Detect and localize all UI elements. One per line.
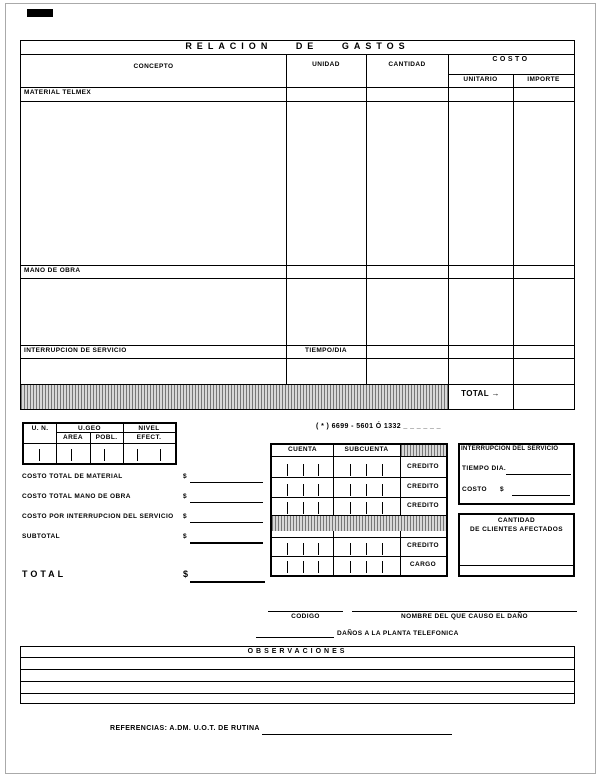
digit-tick <box>318 502 319 514</box>
write-in-line <box>256 637 334 638</box>
area-label: AREA <box>62 434 84 441</box>
digit-tick <box>303 464 304 476</box>
account-row-label: CREDITO <box>407 542 439 549</box>
account-row-label: CREDITO <box>407 483 439 490</box>
digit-tick <box>287 484 288 496</box>
grid-line <box>286 54 287 384</box>
nombre-causo-label: NOMBRE DEL QUE CAUSO EL DAÑO <box>401 613 528 620</box>
digit-tick <box>382 543 383 555</box>
clients-affected-box <box>458 513 575 577</box>
column-header-unitario: UNITARIO <box>463 76 498 83</box>
un-label: U. N. <box>31 425 49 432</box>
grid-line <box>21 278 574 279</box>
grid-line <box>272 497 446 498</box>
grand-total-label: TOTAL <box>22 569 67 579</box>
cost-row-label: COSTO TOTAL DE MATERIAL <box>22 473 123 480</box>
digit-tick <box>382 502 383 514</box>
cuenta-header: CUENTA <box>288 446 317 453</box>
grid-line <box>366 54 367 384</box>
digit-tick <box>350 484 351 496</box>
grid-line <box>21 681 574 682</box>
digit-tick <box>318 464 319 476</box>
currency-symbol: $ <box>500 486 505 493</box>
account-row-label: CREDITO <box>407 502 439 509</box>
grid-line <box>24 443 175 444</box>
interruption-box <box>458 443 575 505</box>
digit-tick <box>303 561 304 573</box>
table-total-label <box>448 390 513 399</box>
write-in-line <box>190 581 265 583</box>
grid-line <box>56 432 175 433</box>
write-in-line <box>512 495 570 496</box>
danos-planta-label: DAÑOS A LA PLANTA TELEFONICA <box>337 630 459 637</box>
digit-tick <box>39 449 40 461</box>
references-label: REFERENCIAS: A.DM. U.O.T. DE RUTINA <box>110 725 260 732</box>
grid-line <box>448 54 449 409</box>
total-arrow-icon: → <box>491 389 500 398</box>
clients-box-line2: DE CLIENTES AFECTADOS <box>470 526 563 533</box>
grid-line <box>333 445 334 575</box>
tiempo-dia-field-label: TIEMPO DIA. <box>462 465 507 472</box>
currency-symbol: $ <box>183 533 188 540</box>
grid-line <box>56 424 57 463</box>
grid-line <box>21 693 574 694</box>
currency-symbol: $ <box>183 493 188 500</box>
grid-line <box>123 424 124 463</box>
digit-tick <box>287 464 288 476</box>
digit-tick <box>318 543 319 555</box>
digit-tick <box>350 464 351 476</box>
unit-codes-box <box>22 422 177 465</box>
grid-line <box>21 358 574 359</box>
grid-line <box>448 74 574 75</box>
write-in-line <box>506 474 571 475</box>
account-row-label: CARGO <box>409 561 437 568</box>
grid-line <box>21 669 574 670</box>
column-header-importe: IMPORTE <box>527 76 560 83</box>
corner-mark <box>27 9 53 17</box>
observations-title: OBSERVACIONES <box>247 648 348 655</box>
grid-line <box>21 345 574 346</box>
grid-line <box>21 265 574 266</box>
digit-tick <box>366 502 367 514</box>
digit-tick <box>366 464 367 476</box>
write-in-line <box>190 522 263 523</box>
write-in-line <box>262 734 452 735</box>
digit-tick <box>350 502 351 514</box>
column-header-unidad: UNIDAD <box>312 61 340 68</box>
hatched-total-band <box>21 385 448 409</box>
currency-symbol: $ <box>183 473 188 480</box>
digit-tick <box>303 543 304 555</box>
account-table <box>270 443 448 577</box>
nivel-label: NIVEL <box>138 425 160 432</box>
digit-tick <box>287 502 288 514</box>
ugeo-label: U.GEO <box>78 425 101 432</box>
write-in-line <box>190 502 263 503</box>
digit-tick <box>382 464 383 476</box>
digit-tick <box>137 449 138 461</box>
section-label-interrupcion: INTERRUPCION DE SERVICIO <box>24 347 127 354</box>
cost-row-label: COSTO POR INTERRUPCION DEL SERVICIO <box>22 513 174 520</box>
digit-tick <box>160 449 161 461</box>
tiempo-dia-label: TIEMPO/DIA <box>305 347 347 354</box>
digit-tick <box>350 543 351 555</box>
digit-tick <box>366 543 367 555</box>
grid-line <box>513 74 514 409</box>
currency-symbol: $ <box>183 513 188 520</box>
hatched-row <box>272 516 446 531</box>
efect-label: EFECT. <box>136 434 162 441</box>
digit-tick <box>303 502 304 514</box>
digit-tick <box>366 484 367 496</box>
subcuenta-header: SUBCUENTA <box>344 446 389 453</box>
digit-tick <box>318 484 319 496</box>
codigo-label: CODIGO <box>291 613 320 620</box>
grid-line <box>272 477 446 478</box>
grid-line <box>21 657 574 658</box>
digit-tick <box>71 449 72 461</box>
grid-line <box>272 456 446 457</box>
grid-line <box>272 537 446 538</box>
grid-line <box>21 54 574 55</box>
expense-table <box>20 40 575 410</box>
currency-symbol: $ <box>183 569 189 579</box>
grid-line <box>460 565 573 566</box>
column-header-cantidad: CANTIDAD <box>388 61 426 68</box>
hatched-header-cell <box>401 445 446 456</box>
digit-tick <box>382 484 383 496</box>
digit-tick <box>350 561 351 573</box>
write-in-line <box>190 542 263 544</box>
write-in-line <box>352 611 577 612</box>
digit-tick <box>287 561 288 573</box>
pobl-label: POBL. <box>95 434 118 441</box>
section-label-mano-de-obra: MANO DE OBRA <box>24 267 81 274</box>
form-title: RELACION DE GASTOS <box>185 41 410 51</box>
digit-tick <box>366 561 367 573</box>
observations-box <box>20 646 575 704</box>
column-header-costo: COSTO <box>492 56 530 63</box>
cost-row-label: SUBTOTAL <box>22 533 60 540</box>
costo-field-label: COSTO <box>462 486 487 493</box>
column-header-concepto: CONCEPTO <box>133 63 174 70</box>
digit-tick <box>287 543 288 555</box>
total-text: TOTAL <box>461 389 489 398</box>
grid-line <box>21 87 574 88</box>
grid-line <box>272 556 446 557</box>
phone-note: ( * ) 6699 - 5601 Ó 1332 _ _ _ _ _ _ <box>316 423 441 430</box>
write-in-line <box>268 611 343 612</box>
digit-tick <box>318 561 319 573</box>
write-in-line <box>190 482 263 483</box>
account-row-label: CREDITO <box>407 463 439 470</box>
cost-row-label: COSTO TOTAL MANO DE OBRA <box>22 493 131 500</box>
interruption-title: INTERRUPCION DEL SERVICIO <box>461 445 559 452</box>
section-label-material-telmex: MATERIAL TELMEX <box>24 89 92 96</box>
clients-box-line1: CANTIDAD <box>497 517 536 524</box>
grid-line <box>21 101 574 102</box>
grid-line <box>90 432 91 463</box>
digit-tick <box>104 449 105 461</box>
digit-tick <box>303 484 304 496</box>
digit-tick <box>382 561 383 573</box>
